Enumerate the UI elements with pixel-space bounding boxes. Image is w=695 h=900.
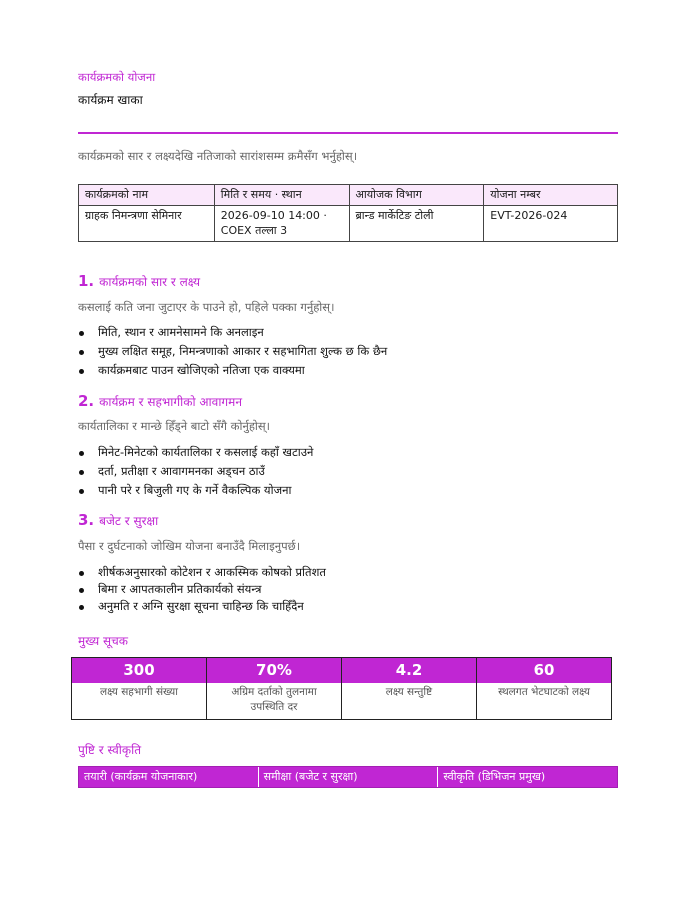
section-title: कार्यक्रमको सार र लक्ष्य [99, 275, 201, 289]
section-subtitle: पैसा र दुर्घटनाको जोखिम योजना बनाउँदै मिलाइनुपर्छ। [78, 539, 301, 553]
list-item: मुख्य लक्षित समूह, निमन्त्रणाको आकार र सहभागिता शुल्क छ कि छैन [78, 342, 387, 361]
section-bullet-list [78, 443, 313, 500]
section-bullet-list [78, 323, 387, 380]
doc-intro: कार्यक्रमको सार र लक्ष्यदेखि नतिजाको सारांशसम्म क्रमैसँग भर्नुहोस्। [78, 149, 358, 163]
doc-eyebrow: कार्यक्रमको योजना [78, 70, 156, 84]
section-number: 3. [78, 511, 95, 529]
signoff-review: समीक्षा (बजेट र सुरक्षा) [258, 767, 438, 787]
kpi-cell [72, 658, 206, 719]
cell-plan-number: EVT-2026-024 [484, 206, 618, 242]
kpi-value: 70% [207, 658, 341, 683]
cell-date-venue: 2026-09-10 14:00 · COEX तल्ला 3 [214, 206, 349, 242]
signoff-prepared: तयारी (कार्यक्रम योजनाकार) [84, 770, 198, 783]
section-bullet-list [78, 564, 326, 615]
section-heading [78, 392, 242, 410]
info-table-row [79, 206, 618, 242]
signoff-bar [78, 766, 618, 788]
cell-organizer: ब्रान्ड मार्केटिङ टोली [349, 206, 484, 242]
doc-title: कार्यक्रम खाका [78, 93, 143, 107]
kpi-title: मुख्य सूचक [78, 634, 128, 648]
list-item: शीर्षकअनुसारको कोटेशन र आकस्मिक कोषको प्रतिशत [78, 564, 326, 581]
list-item: बिमा र आपतकालीन प्रतिकार्यको संयन्त्र [78, 581, 326, 598]
list-item: कार्यक्रमबाट पाउन खोजिएको नतिजा एक वाक्यमा [78, 361, 387, 380]
section-number: 1. [78, 272, 95, 290]
header-organizer: आयोजक विभाग [349, 185, 484, 206]
kpi-cell [341, 658, 476, 719]
section-subtitle: कार्यतालिका र मान्छे हिँड्ने बाटो सँगै कोर्नुहोस्। [78, 419, 271, 433]
info-table-header-row [79, 185, 618, 206]
signoff-approval: स्वीकृति (डिभिजन प्रमुख) [437, 767, 617, 787]
kpi-label: स्थलगत भेटघाटको लक्ष्य [498, 686, 590, 698]
kpi-table [71, 657, 612, 720]
section-subtitle: कसलाई कति जना जुटाएर के पाउने हो, पहिले पक्का गर्नुहोस्। [78, 300, 335, 314]
kpi-cell [476, 658, 611, 719]
header-divider [78, 132, 618, 134]
kpi-cell [206, 658, 341, 719]
kpi-label: लक्ष्य सन्तुष्टि [385, 686, 433, 698]
section-heading [78, 272, 200, 290]
header-date-venue: मिति र समय · स्थान [214, 185, 349, 206]
section-heading [78, 511, 158, 529]
list-item: पानी परे र बिजुली गए के गर्ने वैकल्पिक योजना [78, 481, 313, 500]
header-event-name: कार्यक्रमको नाम [79, 185, 215, 206]
signoff-title: पुष्टि र स्वीकृति [78, 743, 142, 757]
kpi-value: 4.2 [342, 658, 476, 683]
cell-event-name: ग्राहक निमन्त्रणा सेमिनार [79, 206, 215, 242]
kpi-label: अग्रिम दर्ताको तुलनामा उपस्थिति दर [231, 686, 317, 713]
kpi-value: 60 [477, 658, 611, 683]
section-number: 2. [78, 392, 95, 410]
list-item: दर्ता, प्रतीक्षा र आवागमनका अड्चन ठाउँ [78, 462, 313, 481]
section-title: कार्यक्रम र सहभागीको आवागमन [99, 395, 243, 409]
list-item: अनुमति र अग्नि सुरक्षा सूचना चाहिन्छ कि चाहिँदैन [78, 598, 326, 615]
header-plan-number: योजना नम्बर [484, 185, 618, 206]
list-item: मिति, स्थान र आमनेसामने कि अनलाइन [78, 323, 387, 342]
event-info-table [78, 184, 618, 242]
kpi-value: 300 [72, 658, 206, 683]
kpi-label: लक्ष्य सहभागी संख्या [99, 686, 178, 698]
section-title: बजेट र सुरक्षा [99, 514, 159, 528]
list-item: मिनेट-मिनेटको कार्यतालिका र कसलाई कहाँ खटाउने [78, 443, 313, 462]
